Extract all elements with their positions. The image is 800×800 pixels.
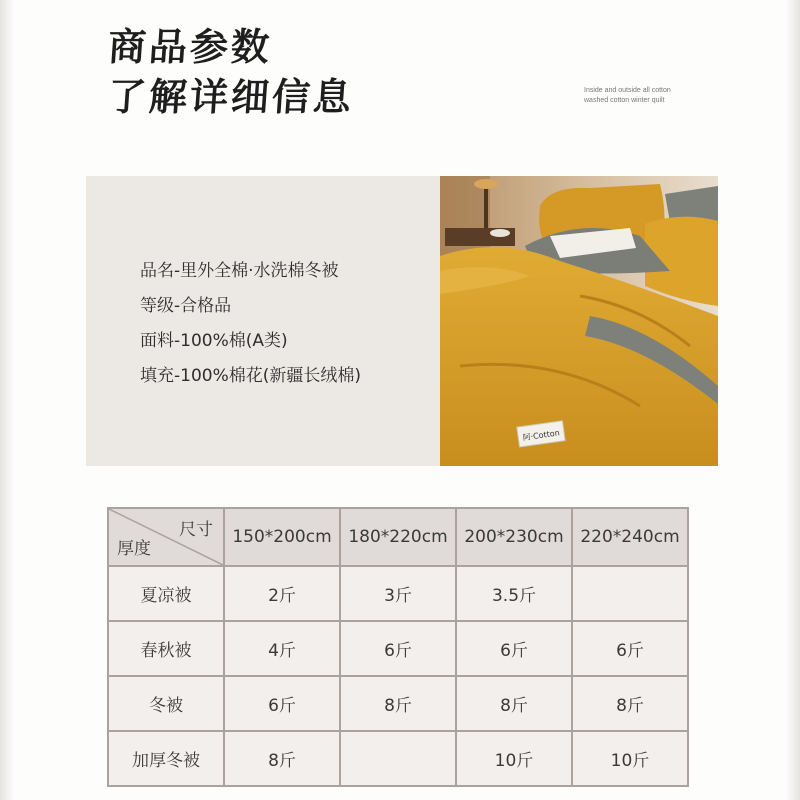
table-cell: 6斤 — [340, 621, 456, 676]
spec-item-filling: 填充-100%棉花(新疆长绒棉) — [140, 366, 361, 386]
title-line-1: 商品参数 — [106, 24, 274, 69]
column-header: 200*230cm — [456, 508, 572, 566]
table-cell: 8斤 — [224, 731, 340, 786]
table-cell: 6斤 — [572, 621, 688, 676]
page-edge-left — [0, 0, 14, 800]
row-axis-label: 厚度 — [117, 539, 151, 559]
table-header-row — [108, 508, 688, 566]
table-cell: 4斤 — [224, 621, 340, 676]
table-cell: 6斤 — [224, 676, 340, 731]
spec-item-grade: 等级-合格品 — [140, 296, 232, 316]
table-cell: 10斤 — [572, 731, 688, 786]
table-cell: 6斤 — [456, 621, 572, 676]
coffee-cup — [490, 229, 510, 237]
table-cell: 10斤 — [456, 731, 572, 786]
column-header: 220*240cm — [572, 508, 688, 566]
column-header: 180*220cm — [340, 508, 456, 566]
spec-list — [140, 254, 361, 394]
spec-item-fabric: 面料-100%棉(A类) — [140, 331, 288, 351]
table-cell — [340, 731, 456, 786]
table-cell: 8斤 — [340, 676, 456, 731]
page-title — [108, 22, 354, 122]
table-cell: 3.5斤 — [456, 566, 572, 621]
page-edge-right — [786, 0, 800, 800]
subtitle-line-1: Inside and outside all cotton — [584, 87, 671, 94]
subtitle — [584, 86, 694, 106]
table-cell: 3斤 — [340, 566, 456, 621]
quilt-label-text: 阿·Cotton — [522, 428, 561, 443]
subtitle-line-2: washed cotton winter quilt — [584, 97, 665, 104]
column-header: 150*200cm — [224, 508, 340, 566]
row-label: 冬被 — [108, 676, 224, 731]
product-photo — [440, 176, 718, 466]
row-label: 春秋被 — [108, 621, 224, 676]
table-cell — [572, 566, 688, 621]
column-axis-label: 尺寸 — [179, 520, 213, 540]
quilt-bed-illustration — [440, 176, 718, 466]
table-row — [108, 621, 688, 676]
row-label: 加厚冬被 — [108, 731, 224, 786]
row-label: 夏凉被 — [108, 566, 224, 621]
table-cell: 2斤 — [224, 566, 340, 621]
table-cell: 8斤 — [572, 676, 688, 731]
table-corner-cell — [108, 508, 224, 566]
table-row — [108, 676, 688, 731]
title-line-2: 了解详细信息 — [106, 74, 356, 119]
size-table — [107, 507, 689, 787]
table-row — [108, 566, 688, 621]
lamp-shade — [474, 179, 498, 189]
spec-item-name: 品名-里外全棉·水洗棉冬被 — [140, 261, 339, 281]
table-row — [108, 731, 688, 786]
table-cell: 8斤 — [456, 676, 572, 731]
